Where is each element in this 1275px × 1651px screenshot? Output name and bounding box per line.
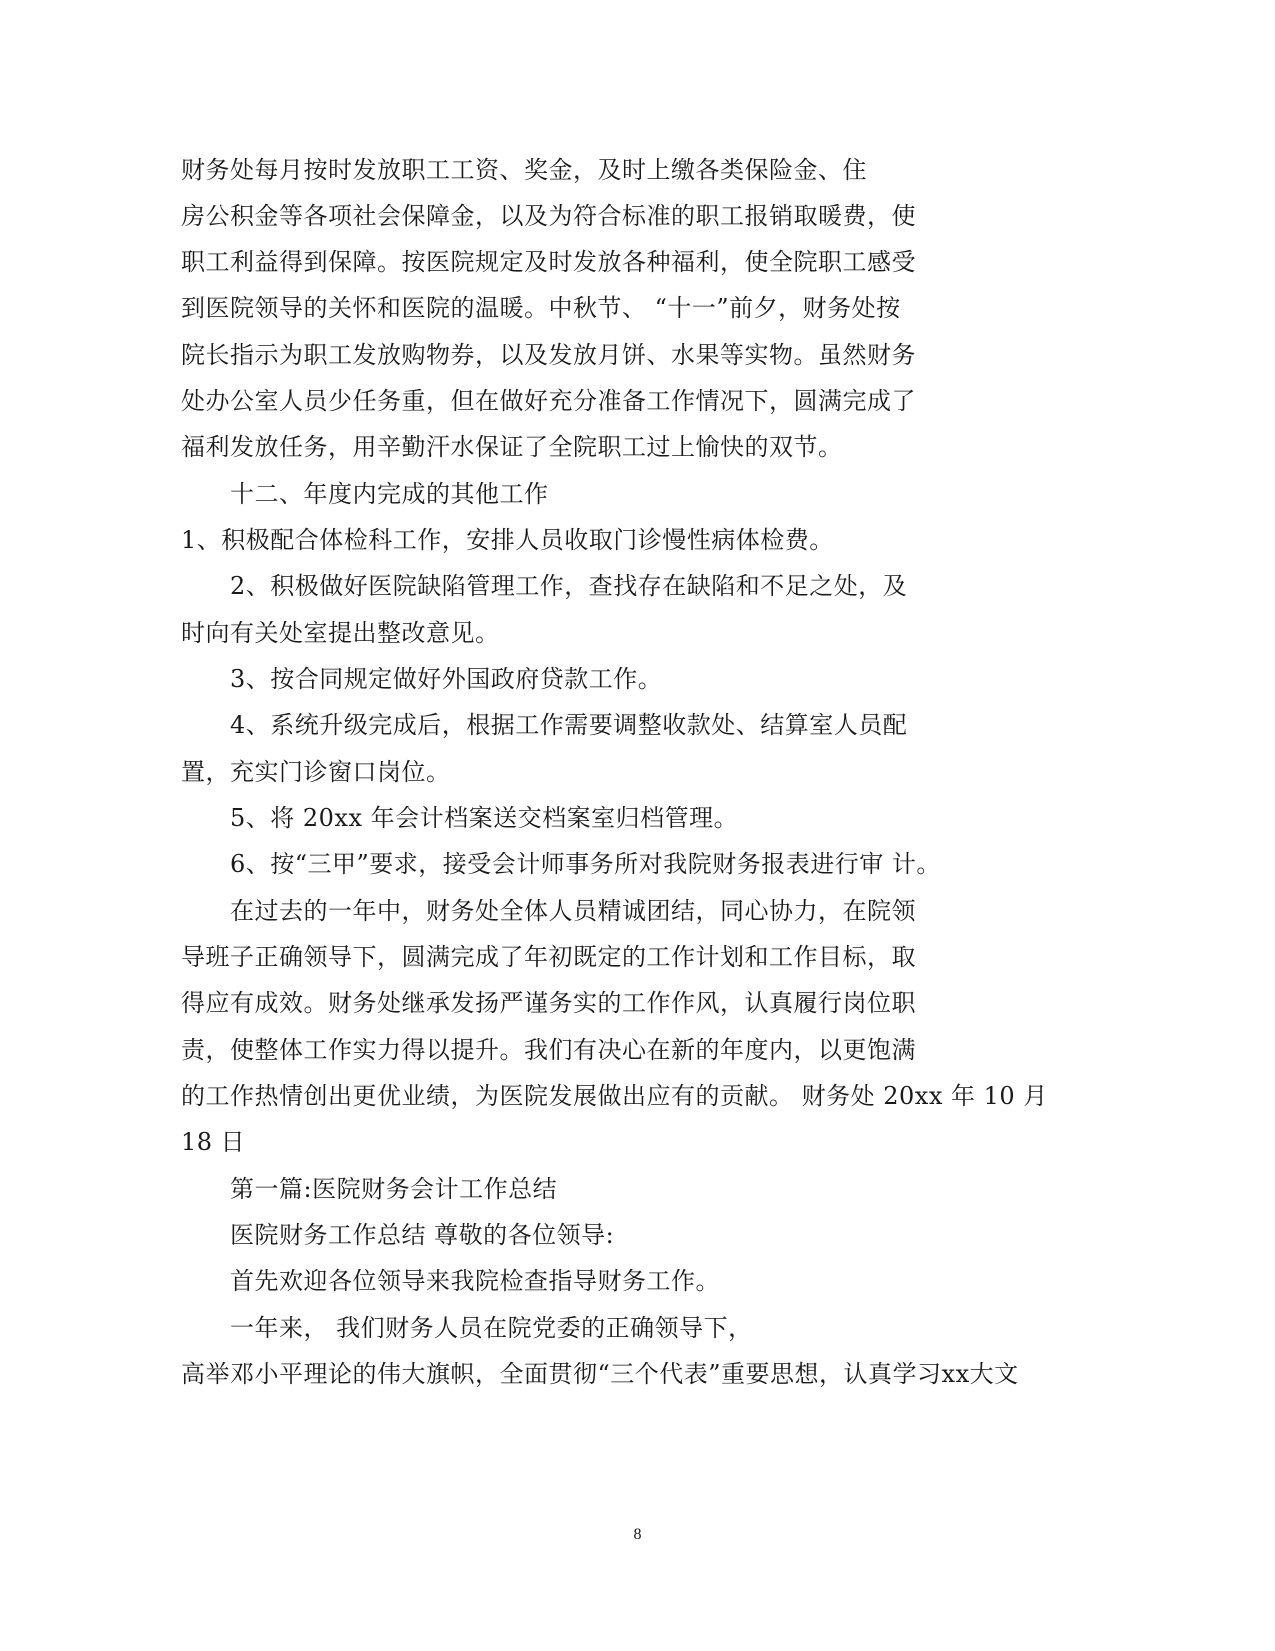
- text-line-11: 时向有关处室提出整改意见。: [181, 619, 500, 647]
- text-line-16: 6、按“三甲”要求，接受会计师事务所对我院财务报表进行审 计。: [230, 850, 941, 878]
- text-line-21: 的工作热情创出更优业绩，为医院发展做出应有的贡献。 财务处 20xx 年 10 月: [181, 1082, 1048, 1110]
- text-line-10: 2、积极做好医院缺陷管理工作，查找存在缺陷和不足之处，及: [230, 572, 908, 600]
- text-line-14: 置，充实门诊窗口岗位。: [181, 758, 451, 786]
- text-line-6: 处办公室人员少任务重，但在做好充分准备工作情况下，圆满完成了: [181, 387, 916, 415]
- page-number: 8: [633, 1526, 642, 1543]
- text-line-26: 一年来， 我们财务人员在院党委的正确领导下，: [230, 1314, 753, 1342]
- text-line-3: 职工利益得到保障。按医院规定及时发放各种福利，使全院职工感受: [181, 248, 916, 276]
- text-line-1: 财务处每月按时发放职工工资、奖金，及时上缴各类保险金、住: [181, 156, 867, 184]
- text-line-7: 福利发放任务，用辛勤汗水保证了全院职工过上愉快的双节。: [181, 433, 843, 461]
- text-line-5: 院长指示为职工发放购物券，以及发放月饼、水果等实物。虽然财务: [181, 341, 916, 369]
- text-line-20: 责，使整体工作实力得以提升。我们有决心在新的年度内，以更饱满: [181, 1036, 916, 1064]
- text-line-22: 18 日: [181, 1128, 246, 1156]
- text-line-24: 医院财务工作总结 尊敬的各位领导:: [230, 1221, 615, 1249]
- text-line-2: 房公积金等各项社会保障金，以及为符合标准的职工报销取暖费，使: [181, 202, 916, 230]
- text-line-15: 5、将 20xx 年会计档案送交档案室归档管理。: [230, 804, 739, 832]
- text-line-17: 在过去的一年中，财务处全体人员精诚团结，同心协力，在院领: [230, 897, 916, 925]
- section-heading: 十二、年度内完成的其他工作: [230, 480, 549, 508]
- text-line-18: 导班子正确领导下，圆满完成了年初既定的工作计划和工作目标，取: [181, 943, 916, 971]
- text-line-25: 首先欢迎各位领导来我院检查指导财务工作。: [230, 1267, 720, 1295]
- text-line-4: 到医院领导的关怀和医院的温暖。中秋节、 “十一”前夕，财务处按: [181, 294, 901, 322]
- text-line-19: 得应有成效。财务处继承发扬严谨务实的工作作风，认真履行岗位职: [181, 989, 916, 1017]
- text-line-12: 3、按合同规定做好外国政府贷款工作。: [230, 665, 663, 693]
- article-title: 第一篇:医院财务会计工作总结: [230, 1175, 558, 1203]
- text-line-13: 4、系统升级完成后，根据工作需要调整收款处、结算室人员配: [230, 711, 908, 739]
- text-line-9: 1、积极配合体检科工作，安排人员收取门诊慢性病体检费。: [181, 526, 834, 554]
- text-line-27: 高举邓小平理论的伟大旗帜，全面贯彻“三个代表”重要思想，认真学习xx大文: [181, 1360, 1019, 1388]
